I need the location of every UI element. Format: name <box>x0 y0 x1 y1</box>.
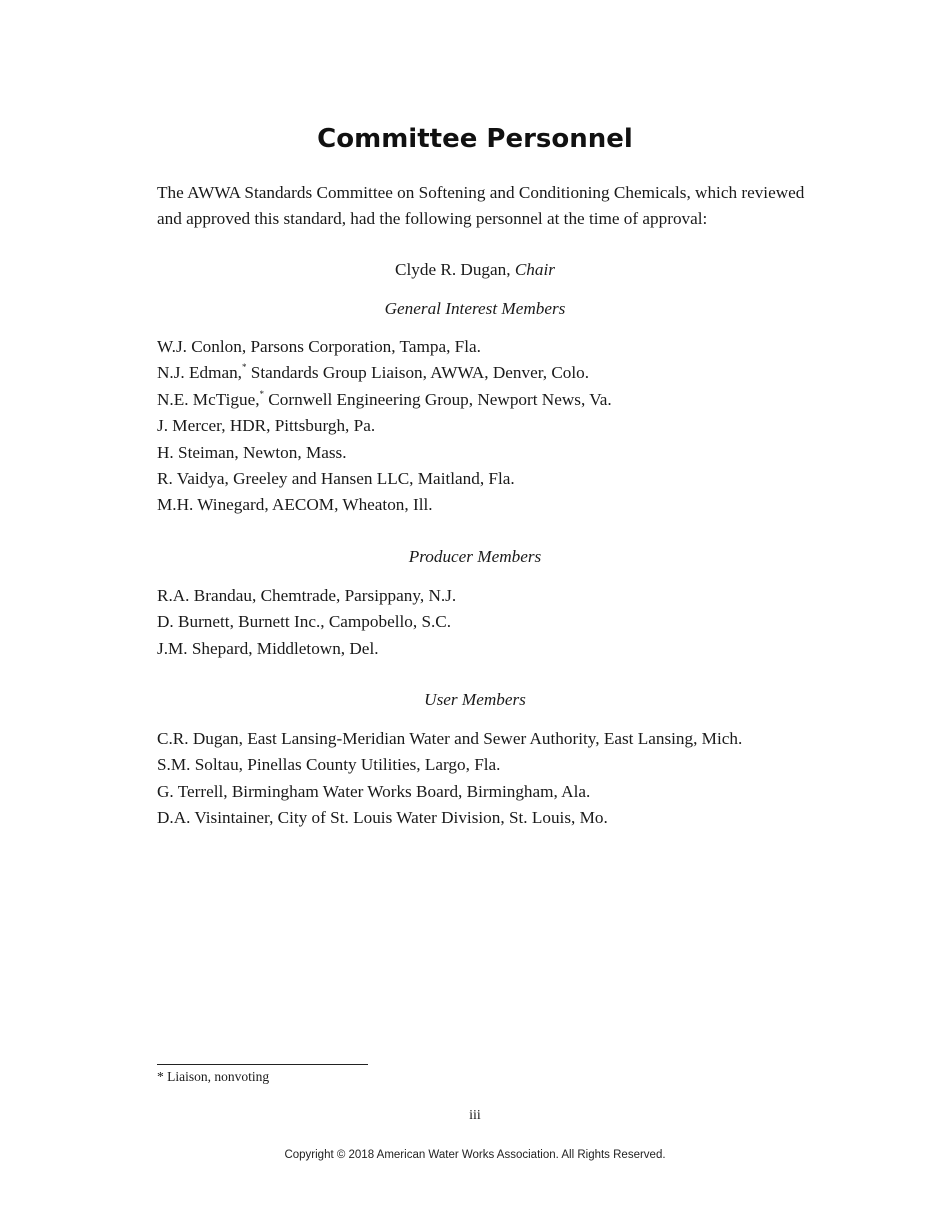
user-members-list <box>157 726 857 832</box>
member-entry <box>157 492 857 518</box>
producer-members-list <box>157 583 857 662</box>
member-name: R. Vaidya <box>157 469 225 489</box>
member-entry <box>157 779 857 805</box>
page-title: Committee Personnel <box>317 124 633 154</box>
chair-name: Clyde R. Dugan, <box>395 260 515 279</box>
member-entry <box>157 752 857 778</box>
copyright-notice: Copyright © 2018 American Water Works Association. All Rights Reserved. <box>284 1149 666 1161</box>
liaison-footnote-mark: * <box>241 362 247 373</box>
member-entry <box>157 609 857 635</box>
general-members-list <box>157 334 857 519</box>
member-affiliation: , Newton, Mass. <box>234 442 347 462</box>
member-entry <box>157 583 857 609</box>
member-entry <box>157 440 857 466</box>
member-affiliation: , City of St. Louis Water Division, St. Louis, Mo. <box>269 808 608 828</box>
member-name: R.A. Brandau <box>157 586 252 605</box>
page-number: iii <box>469 1108 481 1123</box>
member-name: W.J. Conlon <box>157 337 242 356</box>
member-affiliation: , Parsons Corporation, Tampa, Fla. <box>241 337 481 356</box>
member-affiliation: , Chemtrade, Parsippany, N.J. <box>252 586 457 605</box>
member-affiliation: , HDR, Pittsburgh, Pa. <box>221 416 376 436</box>
member-name: N.J. Edman, <box>157 363 242 383</box>
member-affiliation: , East Lansing-Meridian Water and Sewer Authority, East Lansing, Mich. <box>238 729 743 748</box>
member-affiliation: , Middletown, Del. <box>248 638 379 658</box>
member-affiliation: , Pinellas County Utilities, Largo, Fla. <box>238 755 501 775</box>
user-members-heading: User Members <box>424 690 526 709</box>
member-name: D.A. Visintainer <box>157 808 270 828</box>
member-affiliation: , AECOM, Wheaton, Ill. <box>264 495 433 515</box>
chair-line <box>0 260 950 280</box>
liaison-footnote-mark: * <box>259 388 264 399</box>
intro-paragraph: The AWWA Standards Committee on Softening and Conditioning Chemicals, which reviewed and approved this standard, had the following personnel at the time of approval: <box>157 183 805 228</box>
member-entry <box>157 360 857 386</box>
member-name: J.M. Shepard <box>157 638 249 658</box>
member-name: M.H. Winegard <box>157 495 265 515</box>
member-affiliation: , Burnett Inc., Campobello, S.C. <box>229 612 452 632</box>
producer-members-heading: Producer Members <box>408 547 542 566</box>
member-name: S.M. Soltau <box>157 755 239 775</box>
member-entry <box>157 334 857 360</box>
chair-role: Chair <box>514 260 555 279</box>
member-entry <box>157 387 857 413</box>
member-name: H. Steiman <box>157 442 235 462</box>
member-affiliation: , Greeley and Hansen LLC, Maitland, Fla. <box>224 469 515 489</box>
member-affiliation: , Birmingham Water Works Board, Birmingham, Ala. <box>223 781 591 801</box>
member-affiliation: Cornwell Engineering Group, Newport News, Va. <box>264 389 612 409</box>
general-members-heading: General Interest Members <box>384 299 566 318</box>
member-name: N.E. McTigue, <box>157 389 260 409</box>
member-entry <box>157 466 857 492</box>
footnote: * Liaison, nonvoting <box>157 1069 270 1084</box>
member-name: D. Burnett <box>157 612 230 632</box>
member-affiliation: Standards Group Liaison, AWWA, Denver, Colo. <box>246 363 590 383</box>
member-name: J. Mercer <box>157 416 222 436</box>
member-name: C.R. Dugan <box>157 729 239 748</box>
member-entry <box>157 726 857 752</box>
member-entry <box>157 636 857 662</box>
member-name: G. Terrell <box>157 781 224 801</box>
member-entry <box>157 805 857 831</box>
footnote-divider <box>157 1064 368 1065</box>
member-entry <box>157 413 857 439</box>
